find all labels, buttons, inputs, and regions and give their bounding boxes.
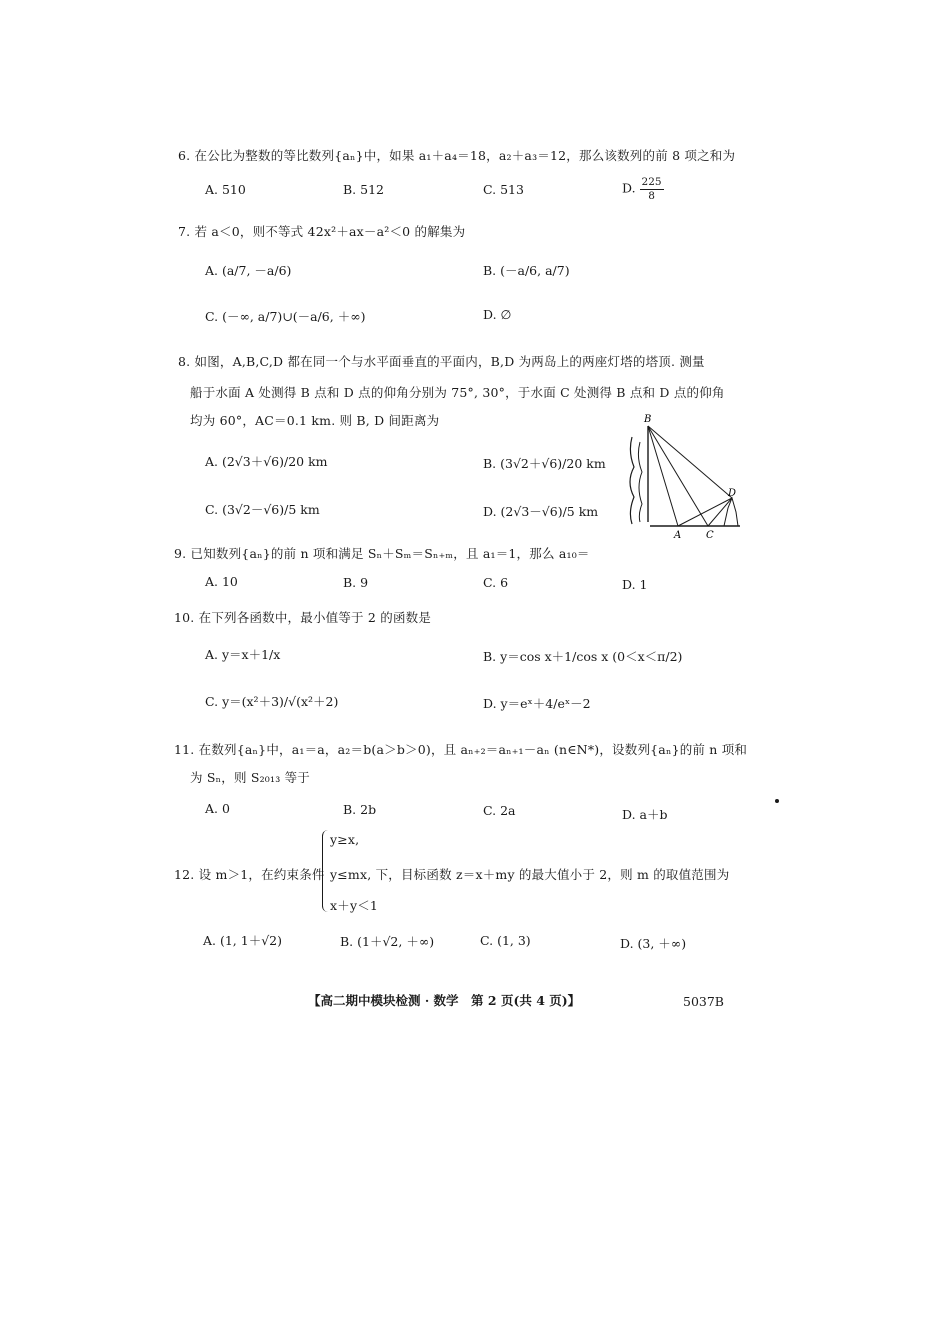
q12-constraint-2: y≤mx, 下，目标函数 z＝x＋my 的最大值小于 2，则 m 的取值范围为 — [330, 867, 730, 882]
q11-line-2: 为 Sₙ，则 S₂₀₁₃ 等于 — [190, 770, 310, 785]
scan-speck — [775, 799, 779, 803]
q8-option-c: C. (3√2－√6)/5 km — [205, 502, 320, 517]
q11-option-c: C. 2a — [483, 803, 516, 818]
q9-option-d: D. 1 — [622, 577, 648, 592]
q7-option-a: A. (a/7, －a/6) — [205, 263, 292, 278]
q8-option-a: A. (2√3＋√6)/20 km — [205, 454, 328, 469]
q12-constraint-1: y≥x, — [330, 832, 360, 847]
figure-label-a: A — [674, 530, 682, 541]
q6-stem: 6. 在公比为整数的等比数列{aₙ}中，如果 a₁＋a₄＝18，a₂＋a₃＝12，那么该数列的前 8 项之和为 — [178, 148, 736, 163]
q8-option-b: B. (3√2＋√6)/20 km — [483, 456, 606, 471]
q10-stem: 10. 在下列各函数中，最小值等于 2 的函数是 — [174, 610, 432, 625]
figure-label-d: D — [728, 488, 737, 499]
q6-option-b: B. 512 — [343, 182, 384, 197]
q10-option-a: A. y＝x＋1/x — [205, 647, 281, 662]
q8-line-2: 船于水面 A 处测得 B 点和 D 点的仰角分别为 75°, 30°，于水面 C 处测得 B 点和 D 点的仰角 — [190, 385, 725, 400]
q11-option-d: D. a＋b — [622, 807, 668, 822]
q11-option-a: A. 0 — [205, 801, 230, 816]
q11-option-b: B. 2b — [343, 802, 377, 817]
figure-label-c: C — [706, 530, 714, 541]
q6-option-a: A. 510 — [205, 182, 246, 197]
q7-option-c: C. (－∞, a/7)∪(－a/6, ＋∞) — [205, 309, 366, 324]
page-footer-title: 【高二期中模块检测 · 数学 第 2 页(共 4 页)】 — [308, 993, 581, 1008]
q12-option-c: C. (1, 3) — [480, 933, 531, 948]
figure-label-b: B — [644, 414, 652, 425]
q12-constraint-3: x＋y＜1 — [330, 898, 379, 913]
q12-option-d: D. (3, ＋∞) — [620, 936, 687, 951]
q10-option-d: D. y＝eˣ＋4/eˣ－2 — [483, 696, 591, 711]
q9-option-b: B. 9 — [343, 575, 369, 590]
q10-option-b: B. y＝cos x＋1/cos x (0＜x＜π/2) — [483, 649, 683, 664]
q9-stem: 9. 已知数列{aₙ}的前 n 项和满足 Sₙ＋Sₘ＝Sₙ₊ₘ，且 a₁＝1，那么 a₁₀＝ — [174, 546, 590, 561]
q8-line-3: 均为 60°，AC＝0.1 km. 则 B, D 间距离为 — [190, 413, 440, 428]
q7-option-b: B. (－a/6, a/7) — [483, 263, 570, 278]
q6-option-c: C. 513 — [483, 182, 524, 197]
q12-option-b: B. (1＋√2, ＋∞) — [340, 934, 435, 949]
q8-line-1: 8. 如图，A,B,C,D 都在同一个与水平面垂直的平面内，B,D 为两岛上的两座灯塔的塔顶. 测量 — [178, 354, 705, 369]
q8-lighthouse-figure — [620, 412, 740, 542]
q7-stem: 7. 若 a＜0，则不等式 42x²＋ax－a²＜0 的解集为 — [178, 224, 466, 239]
q8-option-d: D. (2√3－√6)/5 km — [483, 504, 599, 519]
q7-option-d: D. ∅ — [483, 307, 512, 322]
q6-option-d: D. $\frac{225}{8}$ — [622, 176, 662, 202]
q9-option-a: A. 10 — [205, 574, 238, 589]
q12-option-a: A. (1, 1＋√2) — [203, 933, 282, 948]
q10-option-c: C. y＝(x²＋3)/√(x²＋2) — [205, 694, 339, 709]
q12-prefix: 12. 设 m＞1，在约束条件 — [174, 867, 325, 882]
q9-option-c: C. 6 — [483, 575, 509, 590]
q11-line-1: 11. 在数列{aₙ}中，a₁＝a，a₂＝b(a＞b＞0)，且 aₙ₊₂＝aₙ₊₁－aₙ (n∈N*)，设数列{aₙ}的前 n 项和 — [174, 742, 748, 757]
page-footer-code: 5037B — [683, 994, 724, 1009]
